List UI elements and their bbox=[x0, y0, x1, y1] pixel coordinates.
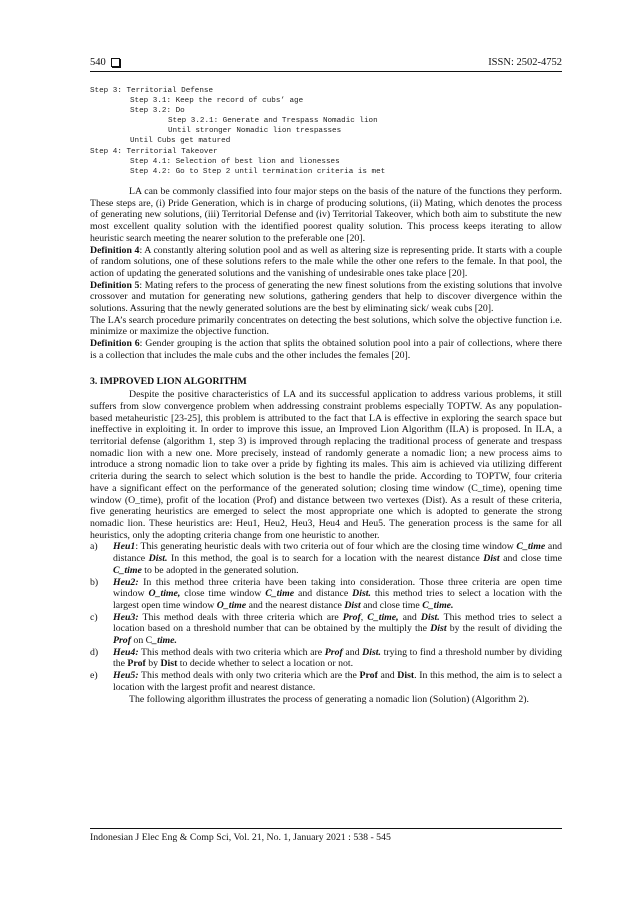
checkbox-square-icon bbox=[111, 58, 120, 67]
definition-text: : Mating refers to the process of generating the new finest solutions from the existing solutions that involve crossover and mutation for generating new solutions, gathering genders that help to discover divergence within the solutions. Assuring that the newly generated solutions are the best by eliminating sick/ weak cubs [20]. bbox=[90, 279, 562, 315]
page-footer bbox=[90, 828, 562, 843]
definition-5 bbox=[90, 280, 562, 315]
page-number: 540 bbox=[90, 57, 106, 68]
header-rule bbox=[90, 71, 562, 72]
definition-text: : A constantly altering solution pool and as well as altering size is representing pride. It starts with a couple of random solutions, one of these solutions refers to the male while the other one refers to the female. In that pool, the action of updating the generated solutions and the vanishing of undesirable ones take place [20]. bbox=[90, 244, 562, 279]
list-item bbox=[90, 647, 562, 670]
list-body: Heu1: This generating heuristic deals with two criteria out of four which are the closing time window C_time and distance Dist. In this method, the goal is to search for a location with the nearest distance Dist and close time C_time to be adopted in the generated solution. bbox=[113, 541, 562, 576]
algorithm-line: Step 3.1: Keep the record of cubs’ age bbox=[130, 97, 304, 106]
list-label: e) bbox=[90, 670, 98, 682]
paragraph-search: The LA’s search procedure primarily concentrates on detecting the best solutions, which solve the objective function i.e. minimize or maximize the objective function. bbox=[90, 314, 562, 338]
section-title: 3. IMPROVED LION ALGORITHM bbox=[90, 375, 247, 387]
footer-rule bbox=[90, 828, 562, 829]
list-label: b) bbox=[90, 576, 99, 588]
list-body: Heu5: This method deals with only two criteria which are the Prof and Dist. In this method, the aim is to select a location with the largest profit and nearest distance. bbox=[113, 670, 563, 693]
paragraph-la-steps: LA can be commonly classified into four major steps on the basis of the nature of the functions they perform. These steps are, (i) Pride Generation, which is in charge of producing solutions, (ii) Mating, which denotes the process of generating new solutions, (iii) Territorial Defense and (iv) Territorial Takeover, which both aim to substitute the new most excellent quality solution with the identified poorest quality solution. This process keeps iterating to allow heuristic search meeting the nearer solution to the preferable one [20]. bbox=[90, 186, 562, 244]
paragraph-ila: Despite the positive characteristics of LA and its successful application to address various problems, it still suffers from slow convergence problem when addressing constraint problems especially TOPTW. As any population-based metaheuristic [23-25], this problem is attributed to the fact that LA is effective in exploring the search space but ineffective in exploiting it. In order to improve this issue, an Improved Lion Algorithm (ILA) is proposed. In ILA, a territorial defense (algorithm 1, step 3) is improved through replacing the traditional process of generate and trespass nomadic lion with a new one. More precisely, instead of randomly generate a nomadic lion; a new process aims to introduce a strong nomadic lion to take over a pride by fighting its males. This aim is achieved via utilizing different criteria during the search to select which solution is the best to handle the pride. According to TOPTW, four criteria have a significant effect on the performance of the generated solution; closing time window (C_time), opening time window (O_time), profit of the location (Prof) and distance between two vertexes (Dist). As a result of these criteria, five generating heuristics are emerged to select the most appropriate one which is adopted to generate the strong nomadic lion. These heuristics are: Heu1, Heu2, Heu3, Heu4 and Heu5. The generation process is the same for all heuristics, only the adopting criteria change from one heuristic to another. bbox=[90, 389, 562, 541]
definition-label: Definition 6 bbox=[90, 338, 140, 350]
algorithm-line: Step 3.2: Do bbox=[130, 107, 185, 116]
list-item bbox=[90, 541, 562, 576]
definition-label: Definition 5 bbox=[90, 279, 140, 291]
issn: ISSN: 2502-4752 bbox=[488, 57, 562, 68]
definition-text: : Gender grouping is the action that splits the obtained solution pool into a pair of collections, where there is a collection that includes the male cubs and the other includes the females [20]. bbox=[90, 338, 562, 361]
list-body: Heu4: This method deals with two criteria which are Prof and Dist. trying to find a threshold number by dividing the Prof by Dist to decide whether to select a location or not. bbox=[113, 646, 563, 670]
list-label: d) bbox=[90, 646, 99, 658]
list-body: Heu2: In this method three criteria have been taking into consideration. Those three criteria are open time window O_time, close time window C_time and distance Dist. this method tries to select a location with the largest open time window O_time and the nearest distance Dist and close time C_time. bbox=[113, 576, 563, 611]
algorithm-line: Step 4.2: Go to Step 2 until termination criteria is met bbox=[130, 167, 386, 176]
algorithm-line: Step 4: Territorial Takeover bbox=[90, 147, 218, 156]
algorithm-line: Step 4.1: Selection of best lion and lionesses bbox=[130, 157, 340, 166]
definition-4 bbox=[90, 245, 562, 280]
page-header bbox=[90, 55, 562, 73]
definition-label: Definition 4 bbox=[90, 244, 140, 256]
list-item bbox=[90, 670, 562, 693]
algorithm-line: Step 3.2.1: Generate and Trespass Nomadic lion bbox=[168, 117, 378, 126]
paragraph-algorithm-intro: The following algorithm illustrates the process of generating a nomadic lion (Solution) (Algorithm 2). bbox=[129, 693, 529, 705]
algorithm-line: Until stronger Nomadic lion trespasses bbox=[168, 127, 342, 136]
journal-citation: Indonesian J Elec Eng & Comp Sci, Vol. 21, No. 1, January 2021 : 538 - 545 bbox=[90, 832, 391, 843]
list-label: a) bbox=[90, 541, 98, 553]
algorithm-listing bbox=[90, 86, 562, 177]
algorithm-line: Step 3: Territorial Defense bbox=[90, 87, 214, 95]
algorithm-line: Until Cubs get matured bbox=[130, 137, 231, 146]
definition-6 bbox=[90, 338, 562, 361]
list-item bbox=[90, 612, 562, 647]
list-body: Heu3: This method deals with three criteria which are Prof, C_time, and Dist. This method tries to select a location based on a threshold number that can be obtained by the multiply the Dist by the result of dividing the Prof on C_time. bbox=[113, 611, 563, 647]
list-item bbox=[90, 577, 562, 612]
list-label: c) bbox=[90, 611, 98, 623]
body-text bbox=[90, 186, 562, 705]
